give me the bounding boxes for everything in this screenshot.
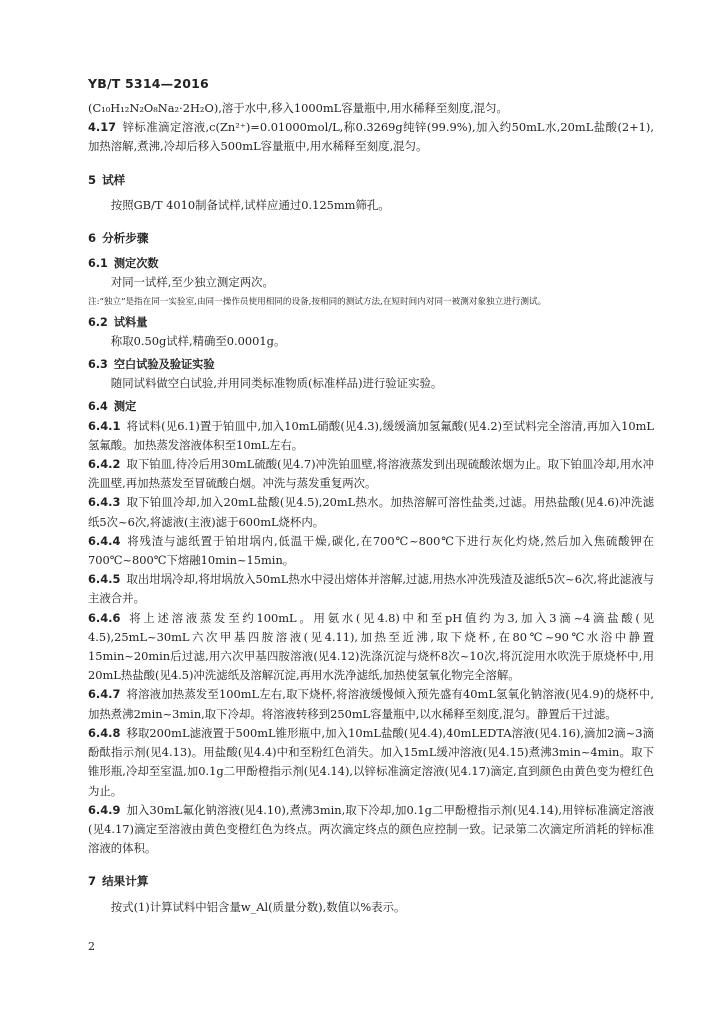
subsection-number: 6.3	[88, 358, 108, 372]
step-text: 将残渣与滤纸置于铂坩埚内,低温干燥,碳化,在700℃~800℃下进行灰化灼烧,然后加入焦硫酸钾在700℃~800℃下熔融10min~15min。	[88, 533, 654, 568]
section-7-text: 按式(1)计算试料中铝含量w_Al(质量分数),数值以%表示。	[110, 899, 406, 914]
section-title: 试样	[102, 172, 126, 187]
subsection-number: 6.1	[88, 257, 108, 271]
subsection-6-2-text: 称取0.50g试样,精确至0.0001g。	[110, 333, 286, 348]
step-number: 6.4.7	[88, 687, 121, 702]
step-text: 移取200mL滤液置于500mL锥形瓶中,加入10mL盐酸(见4.4),40mLEDTA溶液(见4.16),滴加2滴~3滴酚酞指示剂(见4.13)。用盐酸(见4.4)中和至粉红色消失。加入15mL缓冲溶液(见4.15)煮沸3min~4min。取下锥形瓶,冷却至室温,加0.1g二甲酚橙指示剂(见4.14),以锌标准滴定溶液(见4.17)滴定,直到颜色由黄色变为橙红色为止。	[88, 725, 654, 798]
step-text: 将上述溶液蒸发至约100mL。用氨水(见4.8)中和至pH值约为3,加入3滴~4滴盐酸(见4.5),25mL~30mL六次甲基四胺溶液(见4.11),加热至近沸,取下烧杯,在80℃~90℃水浴中静置15min~20min后过滤,用六次甲基四胺溶液(见4.12)洗涤沉淀与烧杯8次~10次,将沉淀用水吹洗于原烧杯中,用20mL热盐酸(见4.5)冲洗滤纸及溶解沉淀,再用水洗净滤纸,加热使氢氧化物完全溶解。	[88, 610, 654, 683]
step-number: 6.4.3	[88, 495, 121, 510]
step-6-4-8	[88, 724, 654, 801]
step-6-4-5	[88, 570, 654, 608]
step-6-4-1	[88, 417, 654, 455]
step-number: 6.4.5	[88, 572, 121, 587]
step-number: 6.4.4	[88, 533, 121, 548]
step-text: 将溶液加热蒸发至100mL左右,取下烧杯,将溶液缓慢倾入预先盛有40mL氢氧化钠溶液(见4.9)的烧杯中,加热煮沸2min~3min,取下冷却。将溶液转移到250mL容量瓶中,以水稀释至刻度,混匀。静置后干过滤。	[88, 687, 654, 721]
subsection-title: 空白试验及验证实验	[113, 358, 215, 372]
section-number: 5	[88, 172, 97, 187]
subsection-6-4-heading	[88, 397, 654, 416]
subsection-title: 测定	[113, 400, 137, 414]
step-number: 6.4.1	[88, 418, 121, 433]
subsection-6-3-text: 随同试料做空白试验,并用同类标准物质(标准样品)进行验证实验。	[110, 376, 443, 391]
step-number: 6.4.9	[88, 802, 121, 817]
section-5-heading	[88, 171, 654, 190]
step-text: 取下铂皿,待冷后用30mL硫酸(见4.7)冲洗铂皿壁,将溶液蒸发到出现硫酸浓烟为止。取下铂皿冷却,用水冲洗皿壁,再加热蒸发至冒硫酸白烟。冲洗与蒸发重复两次。	[88, 457, 654, 491]
step-number: 6.4.8	[88, 725, 121, 740]
subsection-6-1-text: 对同一试样,至少独立测定两次。	[110, 275, 274, 290]
subsection-6-1-heading	[88, 254, 654, 273]
step-number: 6.4.2	[88, 457, 121, 472]
section-7-heading	[88, 872, 654, 891]
step-text: 取下铂皿冷却,加入20mL盐酸(见4.5),20mL热水。加热溶解可溶性盐类,过滤。用热盐酸(见4.6)冲洗滤纸5次~6次,将滤液(主液)滤于600mL烧杯内。	[88, 495, 654, 529]
item-4-17	[88, 118, 654, 156]
step-6-4-6	[88, 609, 654, 686]
subsection-title: 试料量	[113, 315, 148, 329]
continued-line: (C₁₀H₁₂N₂O₈Na₂·2H₂O),溶于水中,移入1000mL容量瓶中,用水稀释至刻度,混匀。	[88, 101, 508, 115]
step-text: 将试料(见6.1)置于铂皿中,加入10mL硝酸(见4.3),缓缓滴加氢氟酸(见4.2)至试料完全溶清,再加入10mL氢氟酸。加热蒸发溶液体积至10mL左右。	[88, 418, 654, 452]
subsection-number: 6.2	[88, 315, 108, 329]
section-number: 7	[88, 874, 97, 889]
step-6-4-2	[88, 455, 654, 493]
section-5-text: 按照GB/T 4010制备试样,试样应通过0.125mm筛孔。	[110, 197, 390, 212]
page-number: 2	[88, 940, 95, 953]
section-title: 结果计算	[102, 874, 149, 889]
item-text: 锌标准滴定溶液,c(Zn²⁺)=0.01000mol/L,称0.3269g纯锌(99.9%),加入约50mL水,20mL盐酸(2+1),加热溶解,煮沸,冷却后移入500mL容量瓶中,用水稀释至刻度,混匀。	[88, 120, 654, 154]
subsection-number: 6.4	[88, 400, 108, 414]
step-6-4-9	[88, 801, 654, 859]
section-6-heading	[88, 229, 654, 248]
step-number: 6.4.6	[88, 610, 121, 625]
step-text: 取出坩埚冷却,将坩埚放入50mL热水中浸出熔体并溶解,过滤,用热水冲洗残渣及滤纸5次~6次,将此滤液与主液合并。	[88, 572, 654, 606]
standard-number-header: YB/T 5314—2016	[88, 76, 209, 91]
section-title: 分析步骤	[102, 231, 149, 246]
note-independent: 注:“独立”是指在同一实验室,由同一操作员使用相同的设备,按相同的测试方法,在短时间内对同一被测对象独立进行测试。	[88, 296, 547, 307]
item-number: 4.17	[88, 120, 117, 135]
document-body	[88, 99, 654, 917]
subsection-6-2-heading	[88, 313, 654, 332]
subsection-6-3-heading	[88, 355, 654, 374]
subsection-title: 测定次数	[113, 257, 159, 271]
step-6-4-3	[88, 493, 654, 531]
step-6-4-4	[88, 532, 654, 570]
step-6-4-7	[88, 685, 654, 723]
step-text: 加入30mL氟化钠溶液(见4.10),煮沸3min,取下冷却,加0.1g二甲酚橙指示剂(见4.14),用锌标准滴定溶液(见4.17)滴定至溶液由黄色变橙红色为终点。两次滴定终点的颜色应控制一致。记录第二次滴定所消耗的锌标准溶液的体积。	[88, 802, 654, 856]
section-number: 6	[88, 231, 97, 246]
